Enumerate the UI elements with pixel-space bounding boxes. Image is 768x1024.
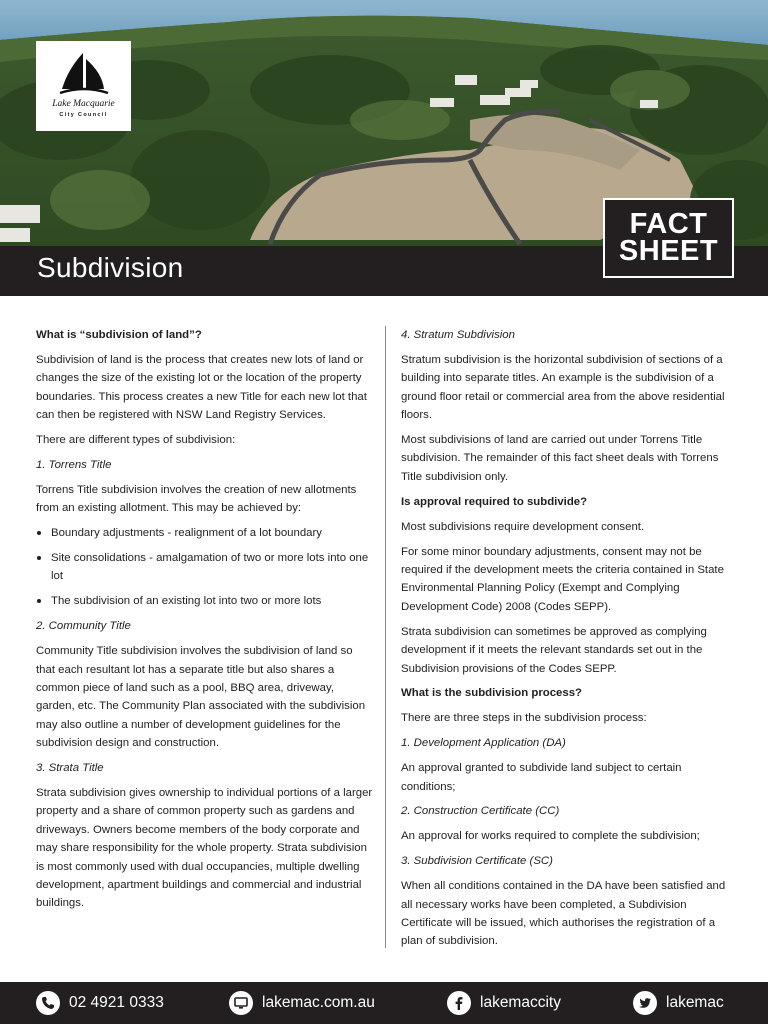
footer-website[interactable] (229, 982, 375, 1024)
facebook-handle: lakemaccity (480, 994, 561, 1011)
footer-phone[interactable] (36, 982, 164, 1024)
paragraph: Most subdivisions require development consent. (401, 520, 645, 533)
left-column (36, 326, 374, 919)
paragraph: An approval for works required to complete the subdivision; (401, 830, 700, 843)
sailboat-logo-icon (58, 49, 110, 99)
section-heading: What is the subdivision process? (401, 687, 583, 700)
section-heading: Is approval required to subdivide? (401, 495, 588, 508)
phone-icon (36, 991, 60, 1015)
subsection-heading: 2. Community Title (36, 620, 131, 633)
paragraph: Most subdivisions of land are carried out under Torrens Title subdivision. The remainder of this fact sheet deals with Torrens Title subdivision only. (401, 434, 719, 483)
subsection-heading: 1. Development Application (DA) (401, 737, 566, 750)
list-item: The subdivision of an existing lot into two or more lots (36, 592, 374, 610)
paragraph: When all conditions contained in the DA have been satisfied and all necessary works have been completed, a Subdivision Certificate will be issued, which authorises the registration of a plan of subdivision. (401, 880, 726, 948)
list-item: Site consolidations - amalgamation of two or more lots into one lot (36, 549, 374, 586)
monitor-icon (229, 991, 253, 1015)
subsection-heading: 2. Construction Certificate (CC) (401, 805, 560, 818)
list-item: Boundary adjustments - realignment of a lot boundary (36, 524, 374, 542)
paragraph: There are different types of subdivision: (36, 434, 236, 447)
paragraph: Strata subdivision can sometimes be approved as complying development if it meets the relevant standards set out in the Subdivision provisions of the Codes SEPP. (401, 625, 707, 675)
paragraph: For some minor boundary adjustments, consent may not be required if the development meets the criteria contained in State Environmental Planning Policy (Exempt and Complying Development Code) 2008 (Codes SEPP). (401, 545, 724, 613)
paragraph: Torrens Title subdivision involves the creation of new allotments from an existing allotment. This may be achieved by: (36, 483, 357, 515)
column-divider (385, 326, 386, 948)
twitter-icon (633, 991, 657, 1015)
paragraph: There are three steps in the subdivision process: (401, 712, 647, 725)
subsection-heading: 3. Strata Title (36, 762, 104, 775)
footer-twitter[interactable] (633, 982, 724, 1024)
facebook-icon (447, 991, 471, 1015)
logo-subtitle: City Council (59, 112, 108, 118)
paragraph: An approval granted to subdivide land subject to certain conditions; (401, 762, 682, 793)
phone-number: 02 4921 0333 (69, 994, 164, 1011)
subsection-heading: 1. Torrens Title (36, 458, 112, 471)
section-heading: What is “subdivision of land”? (36, 329, 202, 341)
website-link: lakemac.com.au (262, 994, 375, 1011)
bullet-list (36, 524, 374, 611)
twitter-handle: lakemac (666, 994, 724, 1011)
fact-sheet-badge (603, 198, 734, 278)
page-title: Subdivision (37, 252, 184, 283)
paragraph: Stratum subdivision is the horizontal subdivision of sections of a building into separate titles. An example is the subdivision of a ground floor retail or commercial area from the above residential floors. (401, 353, 725, 422)
subsection-heading: 4. Stratum Subdivision (401, 329, 515, 341)
subsection-heading: 3. Subdivision Certificate (SC) (401, 855, 553, 868)
fact-badge-line1: FACT (629, 208, 708, 240)
paragraph: Subdivision of land is the process that creates new lots of land or changes the size of the existing lot or the location of the property boundaries. This process creates a new Title for each new lot that can then be registered with NSW Land Registry Services. (36, 353, 367, 422)
logo-name: Lake Macquarie (52, 99, 115, 109)
footer-bar (0, 982, 768, 1024)
footer-facebook[interactable] (447, 982, 561, 1024)
paragraph: Community Title subdivision involves the subdivision of land so that each resultant lot has a separate title but also shares a common piece of land such as a pool, BBQ area, driveway, garden, etc. The Community Plan associated with the subdivision may also outline a number of development guidelines for the subdivision design and construction. (36, 645, 366, 750)
council-logo (36, 41, 131, 131)
paragraph: Strata subdivision gives ownership to individual portions of a larger property and a share of common property such as gardens and driveways. Owners become members of the body corporate and may share responsibility for the whole property. Strata subdivision is most commonly used with dual occupancies, multiple dwelling development, apartment buildings and commercial and industrial buildings. (36, 787, 373, 910)
right-column (401, 326, 735, 957)
fact-badge-line2: SHEET (618, 235, 719, 267)
